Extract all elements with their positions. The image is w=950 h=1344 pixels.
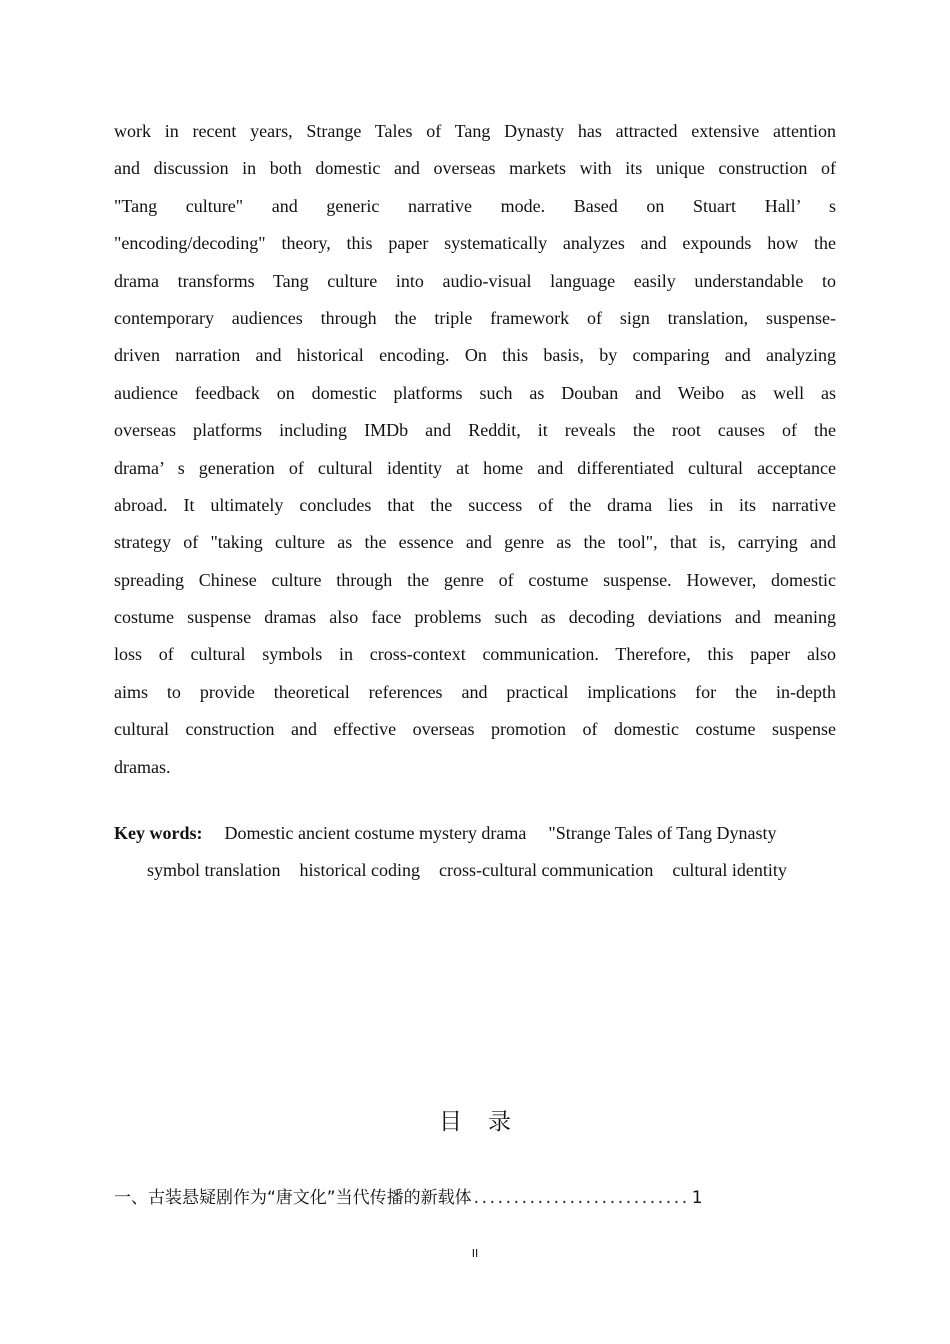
abstract-line: driven narration and historical encoding. On this basis, by comparing and analyzing bbox=[114, 345, 836, 366]
abstract-line: strategy of "taking culture as the essence and genre as the tool", that is, carrying and bbox=[114, 532, 836, 553]
abstract-line: overseas platforms including IMDb and Reddit, it reveals the root causes of the bbox=[114, 420, 836, 441]
abstract-line: dramas. bbox=[114, 756, 171, 777]
abstract-line: "Tang culture" and generic narrative mode. Based on Stuart Hall’ s bbox=[114, 195, 836, 216]
abstract-line: audience feedback on domestic platforms such as Douban and Weibo as well as bbox=[114, 382, 836, 403]
abstract-line: costume suspense dramas also face problems such as decoding deviations and meaning bbox=[114, 607, 836, 628]
toc-title: 目录 bbox=[439, 1109, 537, 1135]
abstract-body bbox=[114, 113, 836, 786]
abstract-line: drama transforms Tang culture into audio-visual language easily understandable to bbox=[114, 270, 836, 291]
abstract-line: spreading Chinese culture through the genre of costume suspense. However, domestic bbox=[114, 569, 836, 590]
keywords-row bbox=[114, 852, 836, 889]
keyword-item: "Strange Tales of Tang Dynasty bbox=[548, 823, 777, 843]
toc-entry-page-number: 1 bbox=[691, 1188, 703, 1208]
keywords-row bbox=[114, 815, 836, 852]
keyword-item: cultural identity bbox=[672, 860, 787, 880]
keyword-item: historical coding bbox=[299, 860, 420, 880]
abstract-line: "encoding/decoding" theory, this paper systematically analyzes and expounds how the bbox=[114, 233, 836, 254]
abstract-line: contemporary audiences through the triple framework of sign translation, suspense- bbox=[114, 307, 836, 328]
toc-entry[interactable] bbox=[114, 1183, 814, 1208]
toc-entry-leader-dots: ........................... bbox=[473, 1188, 690, 1208]
abstract-line: cultural construction and effective overseas promotion of domestic costume suspense bbox=[114, 719, 836, 740]
abstract-line: drama’ s generation of cultural identity at home and differentiated cultural acceptance bbox=[114, 457, 836, 478]
toc-entry-text: 一、古装悬疑剧作为“唐文化”当代传播的新载体 bbox=[114, 1188, 472, 1208]
keywords-section bbox=[114, 815, 836, 889]
abstract-line: aims to provide theoretical references and practical implications for the in-depth bbox=[114, 681, 836, 702]
abstract-line: abroad. It ultimately concludes that the success of the drama lies in its narrative bbox=[114, 494, 836, 515]
keyword-item: cross-cultural communication bbox=[438, 860, 654, 880]
abstract-line: work in recent years, Strange Tales of Tang Dynasty has attracted extensive attention bbox=[114, 121, 836, 141]
abstract-line: loss of cultural symbols in cross-context communication. Therefore, this paper also bbox=[114, 644, 836, 665]
abstract-line: and discussion in both domestic and overseas markets with its unique construction of bbox=[114, 158, 836, 179]
keyword-item: symbol translation bbox=[147, 860, 281, 880]
keywords-label: Key words: bbox=[114, 823, 203, 843]
page-number: II bbox=[471, 1247, 479, 1260]
keyword-item: Domestic ancient costume mystery drama bbox=[224, 823, 527, 843]
